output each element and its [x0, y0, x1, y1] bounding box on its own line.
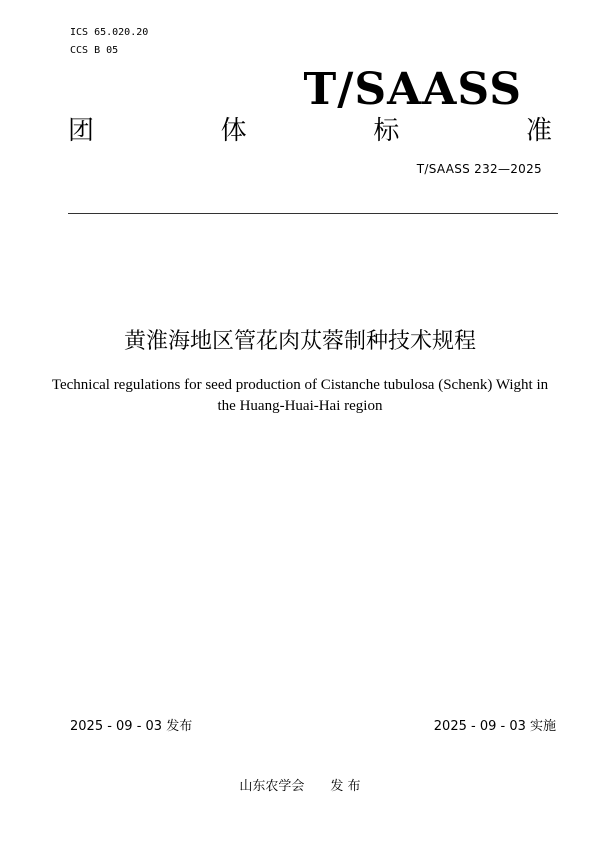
implementation-date: 2025 - 09 - 03 实施: [433, 719, 556, 734]
title-english-line: the Huang-Huai-Hai region: [217, 398, 383, 414]
organization-code-logo: T/SAASS: [303, 64, 522, 115]
ccs-code: CCS B 05: [70, 45, 119, 56]
standard-type-char: 体: [220, 116, 247, 146]
title-chinese: 黄淮海地区管花肉苁蓉制种技术规程: [123, 329, 476, 354]
ics-code: ICS 65.020.20: [70, 27, 149, 38]
header-divider: [68, 213, 558, 214]
title-english-line: Technical regulations for seed production of Cistanche tubulosa (Schenk) Wight in: [51, 377, 549, 393]
title-english: [0, 375, 600, 417]
standard-type-char: 准: [525, 116, 552, 146]
standard-type-char: 团: [68, 116, 95, 146]
standard-number: T/SAASS 232—2025: [416, 162, 542, 176]
issue-date: 2025 - 09 - 03 发布: [70, 719, 193, 734]
standard-type: [68, 114, 552, 148]
standard-type-char: 标: [373, 116, 400, 146]
publisher: 山东农学会 发 布: [239, 779, 361, 794]
